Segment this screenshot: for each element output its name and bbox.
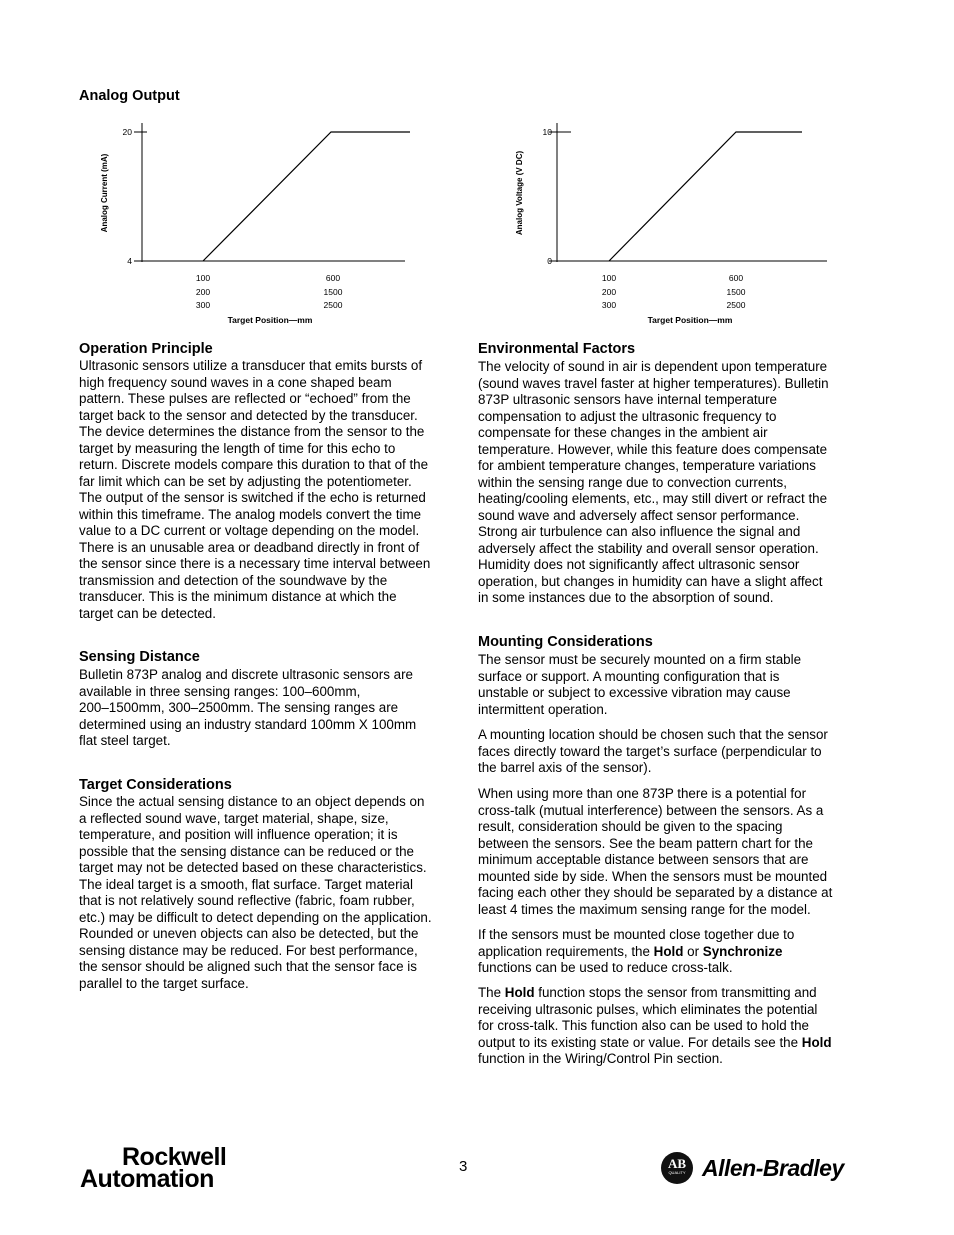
text-line: The ideal target is a smooth, flat surface. Target material — [79, 876, 413, 892]
text-line: The device determines the distance from the sensor to the — [79, 424, 425, 439]
analog-current-chart — [95, 115, 415, 330]
text-line: the barrel axis of the sensor). — [478, 760, 652, 775]
y-axis-label: Analog Voltage (V DC) — [515, 150, 524, 236]
mounting-considerations-heading: Mounting Considerations — [478, 634, 653, 650]
y-tick-label-bottom: 4 — [127, 256, 132, 266]
text-line: that is not relatively sound reflective (fabric, foam rubber, — [79, 893, 415, 908]
text-line: for ambient temperature changes, temperature variations — [478, 458, 816, 473]
x-axis-label: Target Position—mm — [647, 315, 733, 325]
page-number: 3 — [459, 1158, 468, 1175]
mounting-p4-line2: application requirements, the Hold or Synchronize — [478, 943, 783, 959]
text-line: value to a DC current or voltage depending on the model. — [79, 523, 420, 538]
x-tick-min-1: 100 — [601, 273, 617, 283]
environmental-factors-text — [478, 359, 852, 607]
text-line: transmission and detection of the soundwave by the — [79, 572, 388, 588]
text-line: result, consideration should be given to the spacing — [478, 819, 783, 834]
text-line: far limit which can be set by adjusting the potentiometer. — [79, 473, 412, 489]
text-line: available in three sensing ranges: 100–600mm, — [79, 683, 361, 699]
text-line: in some instances due to the absorption of sound. — [478, 590, 774, 605]
y-axis-label: Analog Current (mA) — [100, 153, 109, 233]
text-line: sensing distance may be reduced. For best performance, — [79, 942, 418, 958]
ab-badge-letters: AB — [667, 1156, 687, 1171]
text-line: The output of the sensor is switched if the echo is returned — [79, 490, 426, 505]
x-tick-min-1: 100 — [195, 273, 211, 283]
text-line: between the sensors. See the beam pattern chart for the — [478, 835, 813, 851]
text-line: Humidity does not significantly affect ultrasonic sensor — [478, 557, 800, 572]
text-line: unstable or subject to excessive vibration may cause — [478, 685, 791, 700]
sensing-distance-text — [79, 667, 451, 750]
mounting-p4-line3: functions can be used to reduce cross-talk. — [478, 960, 733, 975]
mounting-p5 — [478, 985, 852, 1068]
text-line: (sound waves travel faster at higher temperatures). Bulletin — [478, 375, 829, 391]
text-line: minimum acceptable distance between sensors that are — [478, 852, 809, 867]
hold-term: Hold — [504, 985, 535, 1000]
text-line: adversely affect the stability and overall sensor operation. — [478, 540, 819, 556]
mounting-p5-line4: output to its existing state or value. For details see the Hold — [478, 1034, 832, 1050]
text-line: Bulletin 873P analog and discrete ultrasonic sensors are — [79, 667, 413, 682]
sensing-distance-heading: Sensing Distance — [79, 649, 200, 665]
text-line: target back to the sensor and detected by the transducer. — [79, 407, 418, 423]
text-line: transducer. This is the minimum distance at which the — [79, 589, 397, 604]
text-line: heating/cooling elements, etc., may still divert or refract the — [478, 491, 828, 506]
x-tick-max-2: 1500 — [726, 287, 746, 297]
x-tick-min-3: 300 — [195, 300, 211, 310]
text-line: a reflected sound wave, target material, shape, size, — [79, 810, 389, 826]
allen-bradley-logo: Allen-Bradley — [702, 1155, 844, 1181]
text-line: temperature, and position will influence operation; it is — [79, 827, 398, 842]
text-line: the sensor since there is a necessary time interval between — [79, 556, 431, 571]
allen-bradley-badge-icon — [661, 1152, 693, 1184]
text-line: The sensor must be securely mounted on a firm stable — [478, 652, 802, 667]
text-line: surface or support. A mounting configuration that is — [478, 668, 780, 684]
text-line: mounted side by side. When the sensors must be mounted — [478, 868, 828, 884]
text-line: Rounded or uneven objects can also be detected, but the — [79, 926, 419, 941]
rockwell-logo-line2: Automation — [80, 1165, 214, 1193]
text-line: determined using an industry standard 100mm X 100mm — [79, 716, 417, 732]
analog-output-heading: Analog Output — [79, 88, 180, 104]
text-line: parallel to the target surface. — [79, 975, 249, 991]
text-line: operation, but changes in humidity can have a slight affect — [478, 573, 823, 589]
operation-principle-heading: Operation Principle — [79, 341, 213, 357]
x-tick-max-1: 600 — [728, 273, 744, 283]
mounting-p4-line1: If the sensors must be mounted close together due to — [478, 927, 795, 942]
mounting-p5-line3: for cross-talk. This function also can be used to hold the — [478, 1018, 809, 1033]
x-tick-min-2: 200 — [195, 287, 211, 297]
output-line — [609, 132, 802, 261]
text-line: within this timeframe. The analog models convert the time — [79, 506, 422, 522]
text-line: pattern. These pulses are reflected or “echoed” from the — [79, 391, 411, 406]
text-line: etc.) may be difficult to detect depending on the application. — [79, 909, 432, 925]
target-considerations-text — [79, 794, 451, 992]
y-tick-label-top: 10 — [542, 127, 552, 137]
text-line: When using more than one 873P there is a potential for — [478, 786, 807, 801]
analog-voltage-chart — [505, 115, 835, 330]
text-line: compensate for these changes in the ambient air — [478, 425, 768, 440]
text-line: target by measuring the length of time for this echo to — [79, 440, 396, 456]
hold-term: Hold — [801, 1034, 832, 1050]
text-line: There is an unusable area or deadband directly in front of — [79, 539, 420, 555]
x-tick-max-3: 2500 — [323, 300, 343, 310]
text-line: The velocity of sound in air is dependent upon temperature — [478, 359, 828, 374]
text-line: temperature. However, while this feature does compensate — [478, 441, 828, 457]
text-line: Strong air turbulence can also influence the signal and — [478, 524, 801, 539]
text-line: return. Discrete models compare this duration to that of the — [79, 457, 429, 472]
rockwell-logo-line1: Rockwell — [122, 1143, 227, 1171]
operation-principle-text — [79, 358, 451, 622]
text-line: the sensor should be aligned such that the sensor face is — [79, 959, 417, 974]
text-line: possible that the sensing distance can be reduced or the — [79, 843, 414, 859]
x-tick-max-3: 2500 — [726, 300, 746, 310]
text-line: Ultrasonic sensors utilize a transducer that emits bursts of — [79, 358, 423, 373]
mounting-p3 — [478, 786, 852, 918]
mounting-p2 — [478, 727, 852, 777]
hold-term: Hold — [653, 943, 684, 959]
text-line: facing each other they should be separated by a distance at — [478, 885, 833, 900]
text-line: target may not be detected based on these characteristics. — [79, 860, 427, 875]
y-tick-label-top: 20 — [122, 127, 132, 137]
x-axis-label: Target Position—mm — [227, 315, 313, 325]
mounting-p5-line5: function in the Wiring/Control Pin section. — [478, 1051, 723, 1066]
text-line: intermittent operation. — [478, 701, 608, 717]
x-tick-min-3: 300 — [601, 300, 617, 310]
x-tick-min-2: 200 — [601, 287, 617, 297]
text-line: sound wave and adversely affect sensor performance. — [478, 507, 800, 523]
target-considerations-heading: Target Considerations — [79, 777, 232, 793]
y-tick-label-bottom: 0 — [547, 256, 552, 266]
mounting-p5-line2: receiving ultrasonic pulses, which eliminates the potential — [478, 1001, 818, 1017]
mounting-p5-line1: The Hold function stops the sensor from transmitting and — [478, 985, 817, 1000]
synchronize-term: Synchronize — [702, 943, 783, 959]
text-line: 200–1500mm, 300–2500mm. The sensing ranges are — [79, 700, 399, 715]
text-line: 873P ultrasonic sensors have internal temperature — [478, 392, 777, 407]
environmental-factors-heading: Environmental Factors — [478, 341, 636, 357]
text-line: within the sensing range due to convection currents, — [478, 474, 787, 490]
text-line: high frequency sound waves in a cone shaped beam — [79, 374, 392, 390]
text-line: cross-talk (mutual interference) between the sensors. As a — [478, 802, 824, 818]
rockwell-automation-logo — [80, 1143, 227, 1193]
text-line: least 4 times the maximum sensing range for the model. — [478, 901, 811, 917]
ab-badge-sub: QUALITY — [668, 1170, 686, 1175]
text-line: target can be detected. — [79, 605, 216, 621]
output-line — [203, 132, 410, 261]
mounting-p4 — [478, 927, 852, 977]
text-line: Since the actual sensing distance to an object depends on — [79, 794, 425, 809]
text-line: flat steel target. — [79, 733, 171, 748]
text-line: A mounting location should be chosen such that the sensor — [478, 727, 828, 742]
x-tick-max-2: 1500 — [323, 287, 343, 297]
x-tick-max-1: 600 — [325, 273, 341, 283]
text-line: faces directly toward the target’s surface (perpendicular to — [478, 743, 822, 759]
mounting-p1 — [478, 652, 852, 718]
text-line: compensation to adjust the ultrasonic frequency to — [478, 408, 777, 424]
